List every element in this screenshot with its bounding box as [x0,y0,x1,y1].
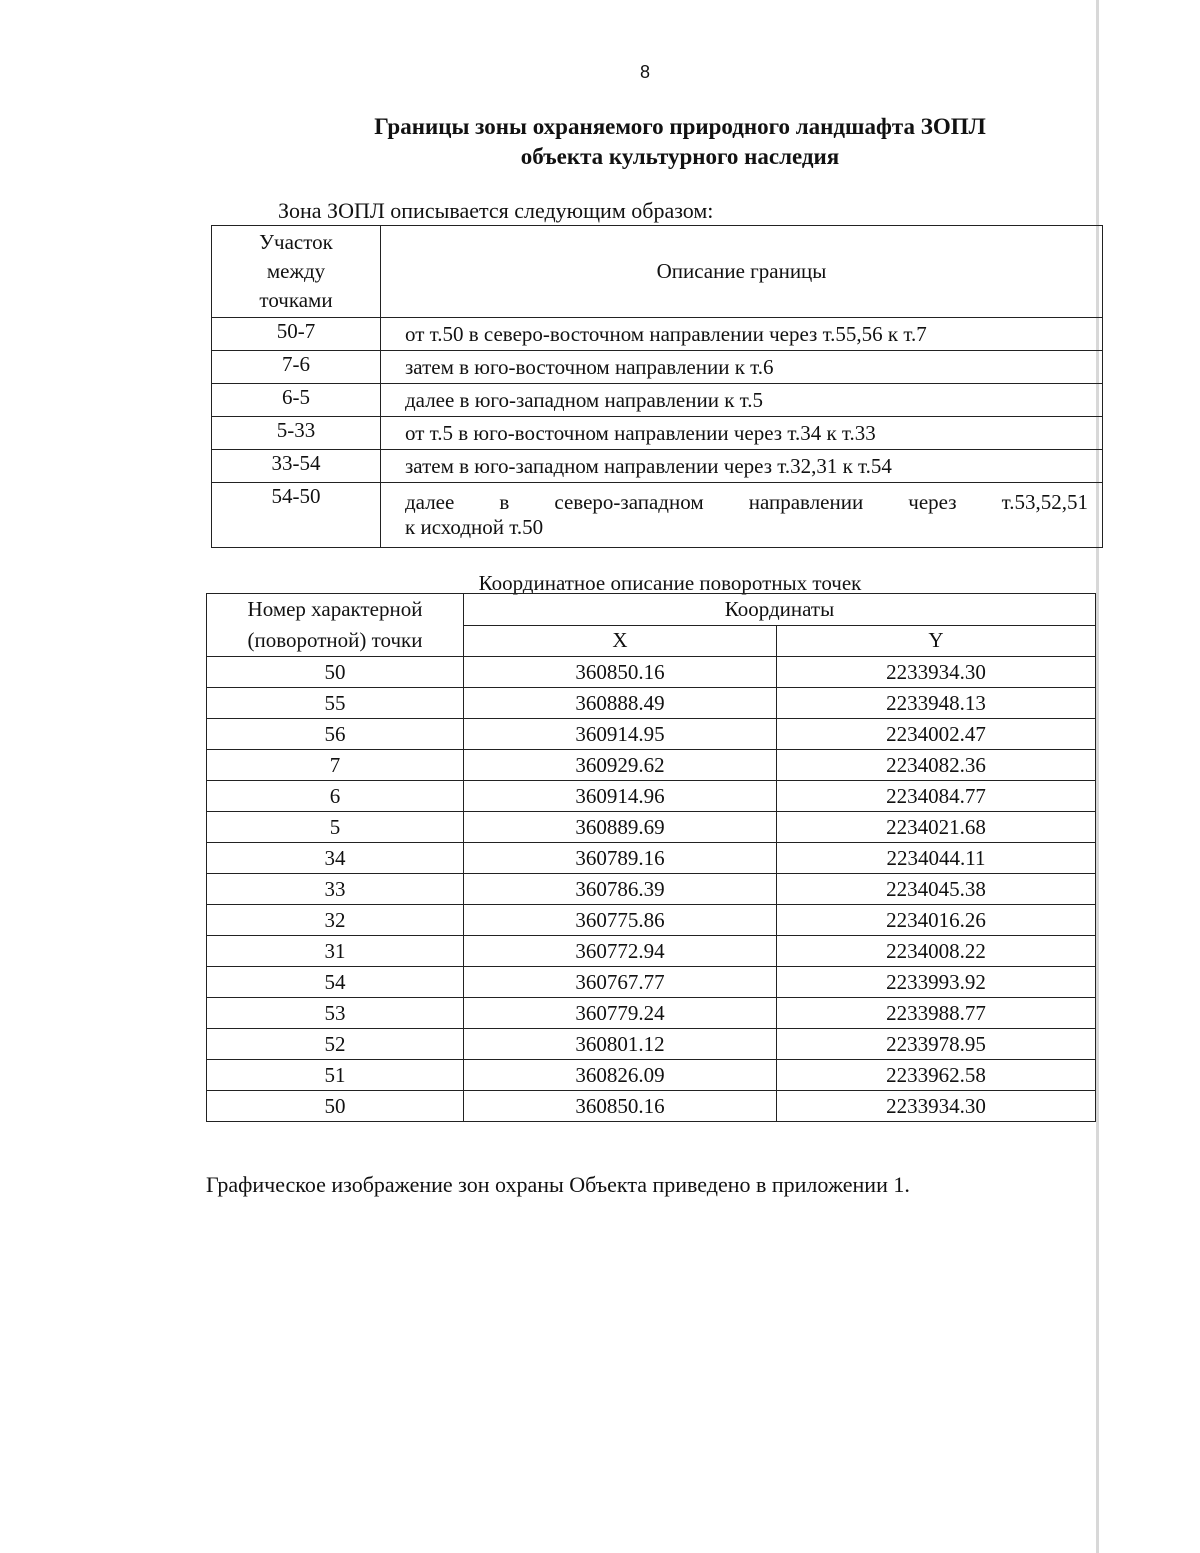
point-cell: 5 [207,812,464,843]
point-cell: 33 [207,874,464,905]
segment-cell: 33-54 [212,450,381,483]
point-cell: 32 [207,905,464,936]
table-row [207,719,1096,750]
table-row [212,318,1103,351]
x-header: X [464,625,777,657]
point-header-line: Номер характерной [247,597,423,621]
coords-caption: Координатное описание поворотных точек [478,571,862,595]
description-line-1: далее в северо-западном направлении через т.53,52,51 [405,490,1088,514]
table-row [212,351,1103,384]
table-row [212,483,1103,548]
y-cell: 2234008.22 [777,936,1096,967]
y-cell: 2234016.26 [777,905,1096,936]
x-cell: 360779.24 [464,998,777,1029]
point-cell: 55 [207,688,464,719]
title-line-1: Границы зоны охраняемого природного ландшафта ЗОПЛ [374,114,986,139]
footer-text: Графическое изображение зон охраны Объекта приведено в приложении 1. [206,1172,910,1197]
table-row [207,998,1096,1029]
table-row [207,688,1096,719]
boundary-header-row [212,226,1103,318]
table-row [207,781,1096,812]
boundary-table [211,225,1103,548]
description-header: Описание границы [381,226,1103,318]
point-cell: 31 [207,936,464,967]
x-cell: 360850.16 [464,657,777,688]
title-line-2: объекта культурного наследия [520,144,840,169]
y-cell: 2233988.77 [777,998,1096,1029]
segment-cell: 6-5 [212,384,381,417]
point-header-line: (поворотной) точки [247,628,423,652]
segment-cell: 50-7 [212,318,381,351]
coordinates-header: Координаты [464,594,1096,626]
segment-header-line: точками [259,288,333,312]
x-cell: 360914.95 [464,719,777,750]
segment-cell: 54-50 [212,483,381,548]
segment-header-line: Участок [259,230,333,254]
table-row [212,417,1103,450]
segment-header [212,226,381,318]
point-cell: 56 [207,719,464,750]
table-row [207,1060,1096,1091]
x-cell: 360772.94 [464,936,777,967]
x-cell: 360929.62 [464,750,777,781]
table-row [207,936,1096,967]
coords-header-row [207,594,1096,626]
point-cell: 53 [207,998,464,1029]
description-cell: затем в юго-западном направлении через т.32,31 к т.54 [381,450,1103,483]
table-row [207,657,1096,688]
document-title [250,112,1110,172]
y-cell: 2234045.38 [777,874,1096,905]
intro-text: Зона ЗОПЛ описывается следующим образом: [278,198,714,223]
x-cell: 360789.16 [464,843,777,874]
description-cell: от т.50 в северо-восточном направлении через т.55,56 к т.7 [381,318,1103,351]
x-cell: 360786.39 [464,874,777,905]
segment-cell: 7-6 [212,351,381,384]
table-row [212,384,1103,417]
table-row [207,967,1096,998]
x-cell: 360775.86 [464,905,777,936]
description-cell: далее в юго-западном направлении к т.5 [381,384,1103,417]
y-cell: 2234002.47 [777,719,1096,750]
coordinates-table [206,593,1096,1122]
description-cell: от т.5 в юго-восточном направлении через т.34 к т.33 [381,417,1103,450]
x-cell: 360914.96 [464,781,777,812]
y-cell: 2233934.30 [777,1091,1096,1122]
x-cell: 360801.12 [464,1029,777,1060]
description-cell [381,483,1103,548]
point-cell: 50 [207,1091,464,1122]
page-number: 8 [639,62,650,82]
x-cell: 360826.09 [464,1060,777,1091]
y-cell: 2234044.11 [777,843,1096,874]
point-cell: 54 [207,967,464,998]
point-cell: 6 [207,781,464,812]
table-row [207,905,1096,936]
y-cell: 2234082.36 [777,750,1096,781]
description-line-2: к исходной т.50 [405,515,544,539]
point-number-header [207,594,464,657]
x-cell: 360888.49 [464,688,777,719]
point-cell: 50 [207,657,464,688]
point-cell: 51 [207,1060,464,1091]
table-row [207,750,1096,781]
table-row [207,812,1096,843]
point-cell: 7 [207,750,464,781]
y-cell: 2233962.58 [777,1060,1096,1091]
table-row [207,1029,1096,1060]
y-cell: 2233948.13 [777,688,1096,719]
table-row [207,1091,1096,1122]
x-cell: 360889.69 [464,812,777,843]
y-header: Y [777,625,1096,657]
table-row [207,874,1096,905]
y-cell: 2233934.30 [777,657,1096,688]
segment-header-line: между [266,259,326,283]
y-cell: 2233978.95 [777,1029,1096,1060]
x-cell: 360850.16 [464,1091,777,1122]
segment-cell: 5-33 [212,417,381,450]
point-cell: 52 [207,1029,464,1060]
table-row [212,450,1103,483]
point-cell: 34 [207,843,464,874]
y-cell: 2234021.68 [777,812,1096,843]
description-cell: затем в юго-восточном направлении к т.6 [381,351,1103,384]
table-row [207,843,1096,874]
x-cell: 360767.77 [464,967,777,998]
y-cell: 2234084.77 [777,781,1096,812]
y-cell: 2233993.92 [777,967,1096,998]
